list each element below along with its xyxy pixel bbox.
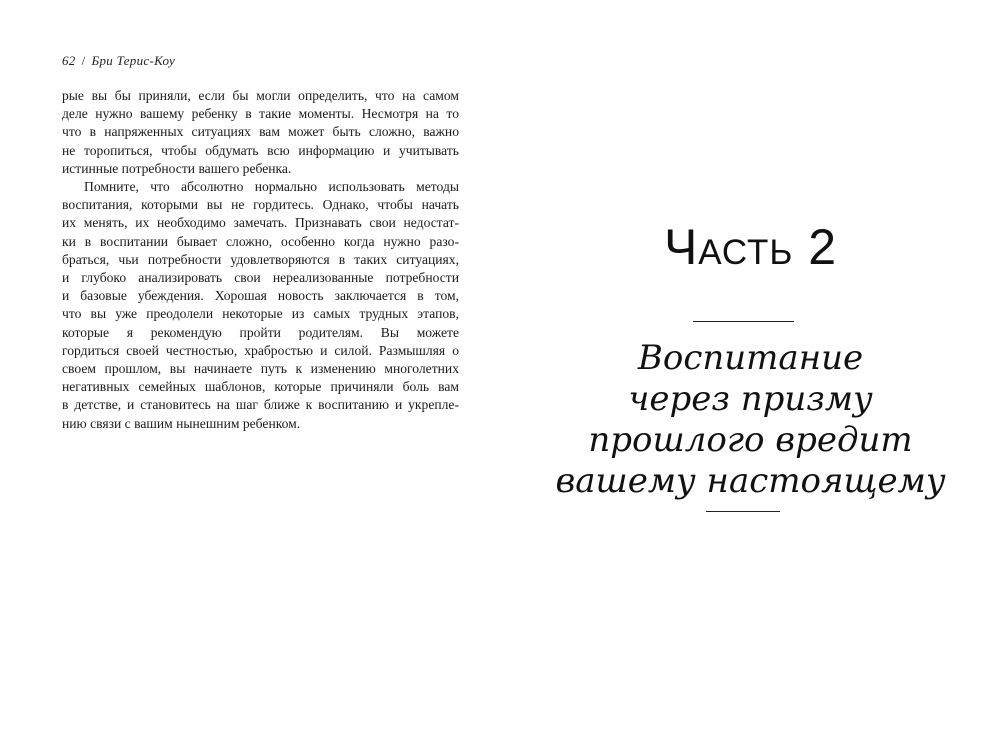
bottom-divider: [706, 511, 780, 512]
body-line: деле нужно вашему ребенку в такие моменты. Несмотря на то: [62, 106, 459, 122]
subtitle-line: прошлого вредит: [588, 420, 913, 460]
body-line: Помните, что абсолютно нормально использовать методы: [84, 179, 459, 195]
running-head: [62, 53, 175, 69]
right-page: [500, 0, 1001, 751]
body-line: рые вы бы приняли, если бы могли определить, что на самом: [62, 88, 459, 103]
body-line: негативных семейных шаблонов, которые причиняли боль вам: [62, 379, 459, 395]
body-line: воспитания, которыми вы не гордитесь. Однако, чтобы начать: [62, 197, 459, 213]
body-line: что в напряженных ситуациях вам может быть сложно, важно: [62, 124, 459, 140]
subtitle-line: вашему настоящему: [555, 461, 946, 501]
running-head-author: Бри Терис-Коу: [91, 53, 176, 68]
page-number: 62: [62, 53, 76, 68]
body-line: и базовые убеждения. Хорошая новость заключается в том,: [62, 288, 459, 304]
subtitle-line: Воспитание: [637, 338, 864, 378]
body-line: нию связи с вашим нынешним ребенком.: [62, 415, 301, 431]
subtitle-line: через призму: [628, 379, 873, 419]
part-subtitle: [500, 338, 1001, 502]
part-title: Часть 2: [663, 219, 838, 275]
body-line: которые я рекомендую пройти родителям. Вы можете: [62, 324, 459, 340]
body-line: истинные потребности вашего ребенка.: [62, 160, 292, 176]
top-divider: [693, 321, 794, 322]
running-head-separator: /: [81, 53, 86, 68]
body-line: в детстве, и становитесь на шаг ближе к воспитанию и укрепле-: [62, 397, 459, 413]
body-line: и глубоко анализировать свои нереализованные потребности: [62, 270, 459, 286]
left-page: [0, 0, 500, 751]
body-line: гордиться своей честностью, храбростью и силой. Размышляя о: [62, 342, 459, 358]
body-line: ки в воспитании бывает сложно, особенно когда нужно разо-: [62, 233, 459, 249]
body-line: их менять, их необходимо замечать. Признавать свои недостат-: [62, 215, 459, 231]
body-line: браться, чьи потребности удовлетворяются в таких ситуациях,: [62, 251, 459, 267]
body-line: не торопиться, чтобы обдумать всю информацию и учитывать: [62, 142, 459, 158]
body-text: [62, 87, 459, 433]
body-line: своем прошлом, вы начинаете путь к изменению многолетних: [62, 361, 459, 377]
body-line: что вы уже преодолели некоторые из самых трудных этапов,: [62, 306, 459, 322]
